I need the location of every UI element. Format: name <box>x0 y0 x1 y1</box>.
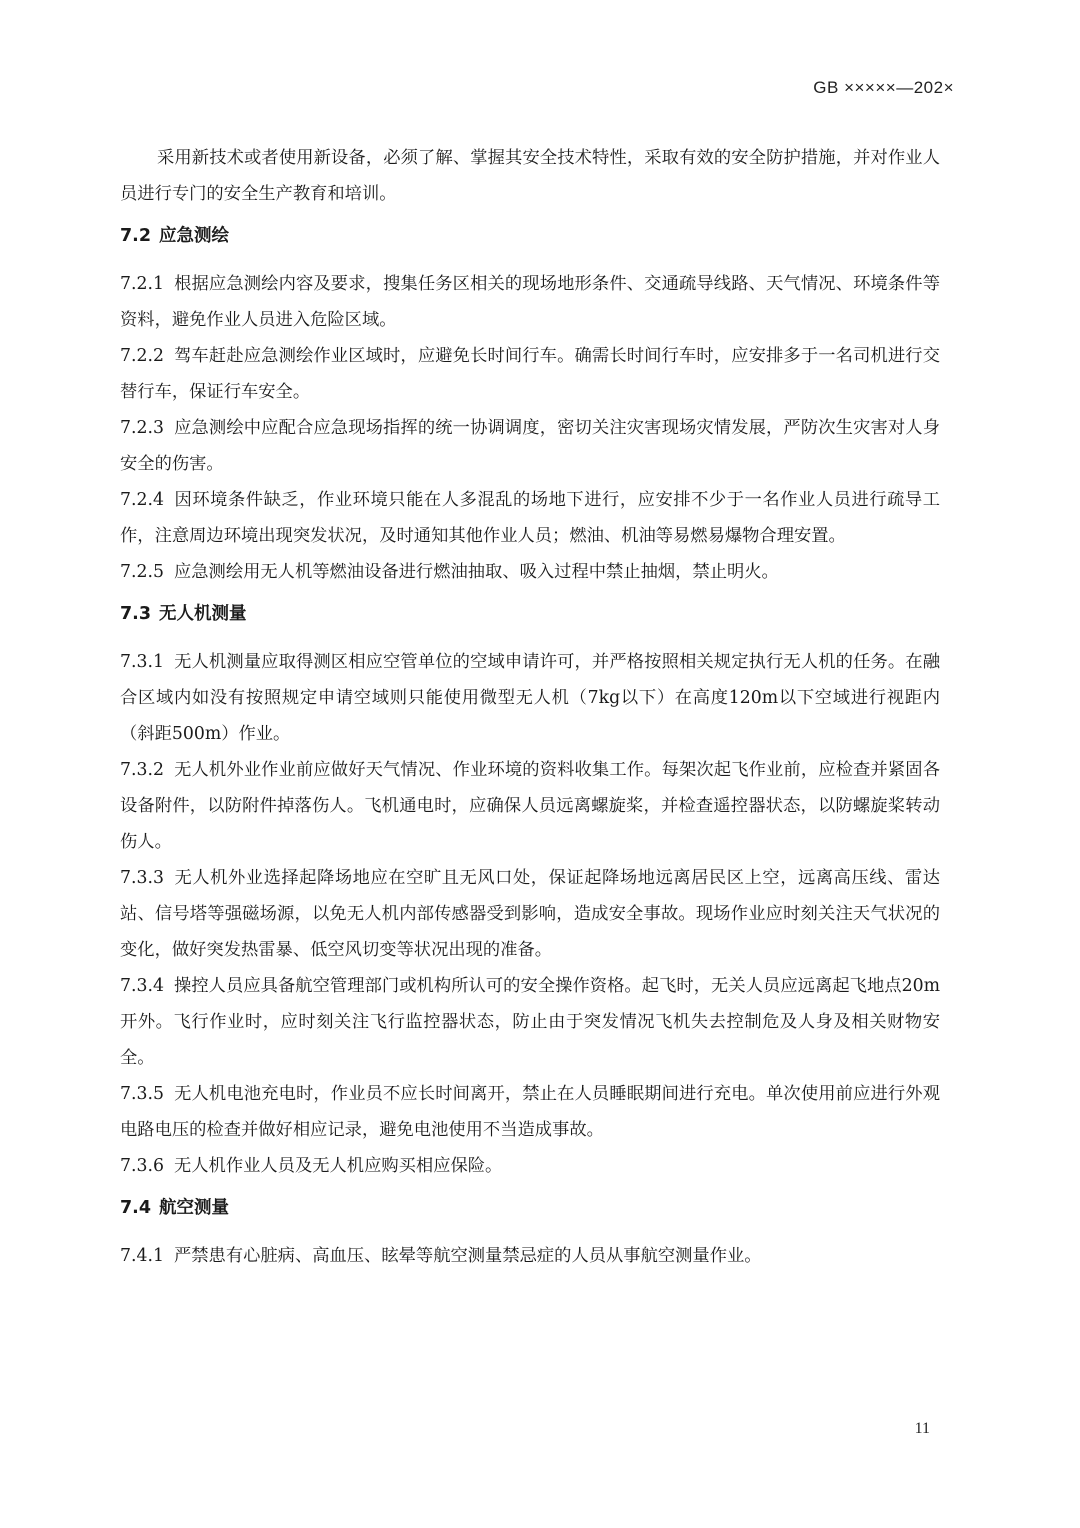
clause-number: 7.2.5 <box>120 562 164 582</box>
clause-number: 7.2.2 <box>120 346 164 366</box>
clause-number: 7.3.2 <box>120 760 164 780</box>
clause <box>120 266 940 338</box>
section-heading <box>120 218 940 254</box>
section-number: 7.3 <box>120 604 152 624</box>
clause <box>120 410 940 482</box>
clause-text: 无人机作业人员及无人机应购买相应保险。 <box>173 1156 503 1176</box>
section-7-2 <box>120 218 940 590</box>
clause-number: 7.4.1 <box>120 1246 164 1266</box>
clause <box>120 644 940 752</box>
section-number: 7.4 <box>120 1198 152 1218</box>
clause-number: 7.3.1 <box>120 652 164 672</box>
clause-number: 7.2.4 <box>120 490 164 510</box>
section-title: 无人机测量 <box>159 604 247 624</box>
page-number: 11 <box>914 1420 930 1437</box>
clause-text: 因环境条件缺乏，作业环境只能在人多混乱的场地下进行，应安排不少于一名作业人员进行疏导工作，注意周边环境出现突发状况，及时通知其他作业人员；燃油、机油等易燃易爆物合理安置。 <box>120 490 940 546</box>
clause-text: 应急测绘中应配合应急现场指挥的统一协调调度，密切关注灾害现场灾情发展，严防次生灾害对人身安全的伤害。 <box>120 418 940 474</box>
section-number: 7.2 <box>120 226 152 246</box>
clause-text: 无人机外业选择起降场地应在空旷且无风口处，保证起降场地远离居民区上空，远离高压线、雷达站、信号塔等强磁场源，以免无人机内部传感器受到影响，造成安全事故。现场作业应时刻关注天气状况的变化，做好突发热雷暴、低空风切变等状况出现的准备。 <box>120 868 940 960</box>
section-heading <box>120 1190 940 1226</box>
clause <box>120 860 940 968</box>
section-7-4 <box>120 1190 940 1274</box>
clause <box>120 338 940 410</box>
section-7-3 <box>120 596 940 1184</box>
clause-number: 7.3.6 <box>120 1156 164 1176</box>
clause <box>120 752 940 860</box>
clause <box>120 1148 940 1184</box>
clause <box>120 1238 940 1274</box>
clause-number: 7.3.3 <box>120 868 164 888</box>
clause <box>120 1076 940 1148</box>
clause-number: 7.2.1 <box>120 274 164 294</box>
clause-text: 驾车赶赴应急测绘作业区域时，应避免长时间行车。确需长时间行车时，应安排多于一名司机进行交替行车，保证行车安全。 <box>120 346 940 402</box>
clause-text: 无人机外业作业前应做好天气情况、作业环境的资料收集工作。每架次起飞作业前，应检查并紧固各设备附件，以防附件掉落伤人。飞机通电时，应确保人员远离螺旋桨，并检查遥控器状态，以防螺旋桨转动伤人。 <box>120 760 940 852</box>
standard-code-header: GB ×××××—202× <box>813 78 954 97</box>
clause-number: 7.2.3 <box>120 418 164 438</box>
clause <box>120 554 940 590</box>
document-body <box>120 140 940 1274</box>
clause <box>120 482 940 554</box>
clause-text: 无人机测量应取得测区相应空管单位的空域申请许可，并严格按照相关规定执行无人机的任务。在融合区域内如没有按照规定申请空域则只能使用微型无人机（7kg以下）在高度120m以下空域进行视距内（斜距500m）作业。 <box>120 652 940 744</box>
clause-number: 7.3.5 <box>120 1084 164 1104</box>
intro-paragraph: 采用新技术或者使用新设备，必须了解、掌握其安全技术特性，采取有效的安全防护措施，并对作业人员进行专门的安全生产教育和培训。 <box>120 148 940 204</box>
clause-text: 应急测绘用无人机等燃油设备进行燃油抽取、吸入过程中禁止抽烟，禁止明火。 <box>173 562 779 582</box>
clause-number: 7.3.4 <box>120 976 164 996</box>
section-heading <box>120 596 940 632</box>
clause-text: 无人机电池充电时，作业员不应长时间离开，禁止在人员睡眠期间进行充电。单次使用前应进行外观电路电压的检查并做好相应记录，避免电池使用不当造成事故。 <box>120 1084 940 1140</box>
clause-text: 根据应急测绘内容及要求，搜集任务区相关的现场地形条件、交通疏导线路、天气情况、环境条件等资料，避免作业人员进入危险区域。 <box>120 274 940 330</box>
section-title: 航空测量 <box>159 1198 230 1218</box>
clause-text: 严禁患有心脏病、高血压、眩晕等航空测量禁忌症的人员从事航空测量作业。 <box>173 1246 762 1266</box>
header-rule <box>120 110 960 111</box>
section-title: 应急测绘 <box>159 226 230 246</box>
clause-text: 操控人员应具备航空管理部门或机构所认可的安全操作资格。起飞时，无关人员应远离起飞地点20m开外。飞行作业时，应时刻关注飞行监控器状态，防止由于突发情况飞机失去控制危及人身及相关财物安全。 <box>120 976 940 1068</box>
clause <box>120 968 940 1076</box>
